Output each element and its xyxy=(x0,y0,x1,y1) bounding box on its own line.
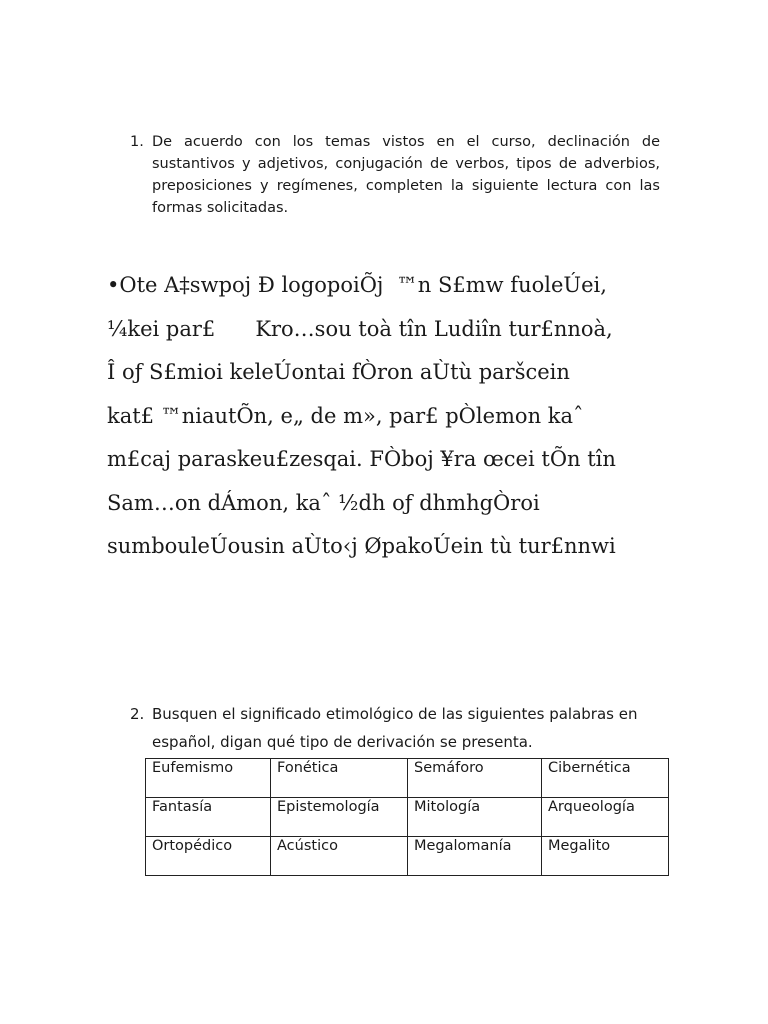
table-row xyxy=(146,837,669,876)
greek-passage xyxy=(107,264,687,569)
greek-line: ¼kei par£ Kro…sou toà tîn Ludiîn tur£nnoà, xyxy=(107,316,613,341)
question-1-text: De acuerdo con los temas vistos en el curso, declinación de sustantivos y adjetivos, conjugación de verbos, tipos de adverbios, preposiciones y regímenes, completen la siguiente lectura con las formas solicitadas. xyxy=(152,134,660,216)
greek-line: m£caj paraskeu£zesqai. FÒboj ¥ra œcei tÕn tîn xyxy=(107,447,616,471)
table-cell: Ortopédico xyxy=(146,837,271,876)
question-2-text: Busquen el significado etimológico de las siguientes palabras en español, digan qué tipo de derivación se presenta. xyxy=(152,705,638,751)
table-cell: Semáforo xyxy=(408,759,542,798)
table-cell: Acústico xyxy=(271,837,408,876)
table-cell: Mitología xyxy=(408,798,542,837)
table-cell: Megalito xyxy=(542,837,669,876)
table-cell: Cibernética xyxy=(542,759,669,798)
table-row xyxy=(146,798,669,837)
table-cell: Megalomanía xyxy=(408,837,542,876)
question-1-number: 1. xyxy=(130,134,144,150)
question-2 xyxy=(130,700,660,756)
greek-line: sumbouleÚousin aÙto‹j ØpakoÚein tù tur£nnwi xyxy=(107,534,616,558)
table-cell: Fantasía xyxy=(146,798,271,837)
question-2-number: 2. xyxy=(130,705,145,723)
greek-line: Sam…on dÁmon, kaˆ ½dh oƒ dhmhgÒroi xyxy=(107,490,540,515)
table-cell: Epistemología xyxy=(271,798,408,837)
greek-line: Î oƒ S£mioi keleÚontai fÒron aÙtù paršcein xyxy=(107,360,570,384)
table-cell: Eufemismo xyxy=(146,759,271,798)
words-table xyxy=(145,758,669,876)
table-cell: Arqueología xyxy=(542,798,669,837)
table-cell: Fonética xyxy=(271,759,408,798)
greek-line: •Ote A‡swpoj Ð logopoiÕj ™n S£mw fuoleÚei, xyxy=(107,273,607,297)
table-row xyxy=(146,759,669,798)
question-1 xyxy=(130,131,660,219)
greek-line: kat£ ™niautÕn, e„ de m», par£ pÒlemon kaˆ xyxy=(107,403,584,428)
